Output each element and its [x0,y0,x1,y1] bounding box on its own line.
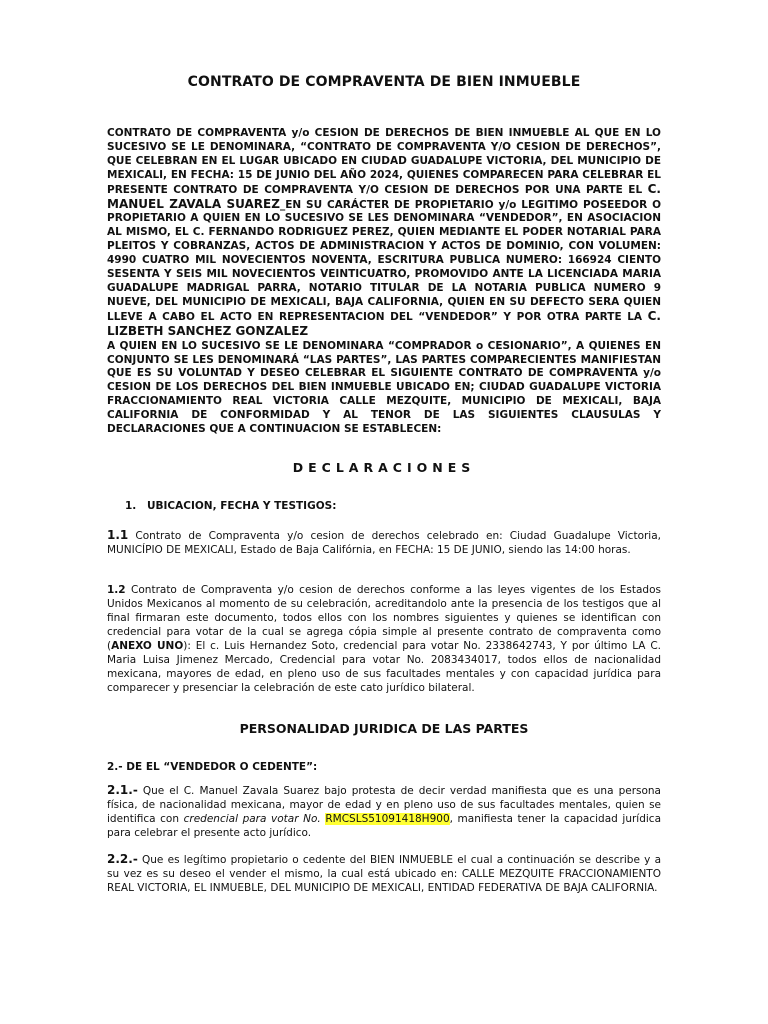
buyer-name: C. LIZBETH SANCHEZ GONZALEZ [107,308,661,338]
clause-1-2 [107,583,661,695]
clause-2-2 [107,852,661,895]
clause-1-1 [107,528,661,557]
clause-2-1-text-a: Que el C. Manuel Zavala Suarez bajo protesta de decir verdad manifiesta que es una persona física, de nacionalidad mexicana, mayor de edad y en pleno uso de sus facultades mentales, quien se identifica con [107,785,661,825]
section-2-heading: 2.- DE EL “VENDEDOR O CEDENTE”: [107,761,318,773]
credential-label: credencial para votar No. [183,813,321,825]
clause-2-1 [107,783,661,840]
credential-number-highlight: RMCSLS51091418H900 [325,813,450,825]
clause-1-1-number: 1.1 [107,528,129,542]
clause-2-2-text: Que es legítimo propietario o cedente del BIEN INMUEBLE el cual a continuación se describe y a su vez es su deseo el vender el mismo, la cual está ubicado en: CALLE MEZQUITE FRACCIONAMIENTO REAL VICTORIA, EL INMUEBLE, DEL MUNICIPIO DE MEXICALI, ENTIDAD FEDERATIVA DE BAJA CALIFORNIA. [107,854,661,894]
section-1-heading [125,500,336,512]
clause-1-2-text-b: ): El c. Luis Hernandez Soto, credencial para votar No. 2338642743, Y por último LA C. Maria Luisa Jimenez Mercado, Credencial para votar No. 2083434017, todos ellos de nacionalidad mexicana, mayores de edad, en pleno uso de sus facultades mentales y con capacidad jurídica para comparecer y presenciar la celebración de este cato jurídico bilateral. [107,640,661,694]
clause-2-2-number: 2.2.- [107,852,138,866]
section-1-title: UBICACION, FECHA Y TESTIGOS: [147,500,337,512]
intro-text-2: _EN SU CARÁCTER DE PROPIETARIO y/o LEGITIMO POSEEDOR O PROPIETARIO A QUIEN EN LO SUCESIVO SE LES DENOMINARA “VENDEDOR”, EN ASOCIACION AL MISMO, EL C. FERNANDO RODRIGUEZ PEREZ, QUIEN MEDIANTE EL PODER NOTARIAL PARA PLEITOS Y COBRANZAS, ACTOS DE ADMINISTRACION Y ACTOS DE DOMINIO, CON VOLUMEN: 4990 CUATRO MIL NOVECIENTOS NOVENTA, ESCRITURA PUBLICA NUMERO: 166924 CIENTO SESENTA Y SEIS MIL NOVECIENTOS VEINTICUATRO, PROMOVIDO ANTE LA LICENCIADA MARIA GUADALUPE MADRIGAL PARRA, NOTARIO TITULAR DE LA NOTARIA PUBLICA NUMERO 9 NUEVE, DEL MUNICIPIO DE MEXICALI, BAJA CALIFORNIA, QUIEN EN SU DEFECTO SERA QUIEN LLEVE A CABO EL ACTO EN REPRESENTACION DEL “VENDEDOR” Y POR OTRA PARTE LA [107,198,661,323]
declaraciones-heading: DECLARACIONES [292,460,476,475]
clause-2-1-text-b: , manifiesta tener la capacidad jurídica para celebrar el presente acto jurídico. [107,813,662,839]
clause-1-2-number: 1.2 [107,584,126,596]
intro-text-3: A QUIEN EN LO SUCESIVO SE LE DENOMINARA “COMPRADOR o CESIONARIO”, A QUIENES EN CONJUNTO SE LES DENOMINARÁ “LAS PARTES”, LAS PARTES COMPARECIENTES MANIFIESTAN QUE ES SU VOLUNTAD Y DESEO CELEBRAR EL SIGUIENTE CONTRATO DE COMPRAVENTA y/o CESION DE LOS DERECHOS DEL BIEN INMUEBLE UBICADO EN; CIUDAD GUADALUPE VICTORIA FRACCIONAMIENTO REAL VICTORIA CALLE MEZQUITE, MUNICIPIO DE MEXICALI, BAJA CALIFORNIA DE CONFORMIDAD Y AL TENOR DE LAS SIGUIENTES CLAUSULAS Y DECLARACIONES QUE A CONTINUACION SE ESTABLECEN: [107,339,661,436]
intro-text-1: CONTRATO DE COMPRAVENTA y/o CESION DE DERECHOS DE BIEN INMUEBLE AL QUE EN LO SUCESIVO SE LE DENOMINARA, “CONTRATO DE COMPRAVENTA Y/O CESION DE DERECHOS”, QUE CELEBRAN EN EL LUGAR UBICADO EN CIUDAD GUADALUPE VICTORIA, DEL MUNICIPIO DE MEXICALI, EN FECHA: 15 DE JUNIO DEL AÑO 2024, QUIENES COMPARECEN PARA CELEBRAR EL PRESENTE CONTRATO DE COMPRAVENTA Y/O CESION DE DERECHOS POR UNA PARTE EL [107,127,661,196]
clause-1-1-text: Contrato de Compraventa y/o cesion de derechos celebrado en: Ciudad Guadalupe Victoria, MUNICÍPIO DE MEXICALI, Estado de Baja Califórnia, en FECHA: 15 DE JUNIO, siendo las 14:00 horas. [107,530,661,556]
intro-paragraph [107,127,661,437]
personalidad-heading: PERSONALIDAD JURIDICA DE LAS PARTES [239,721,529,736]
seller-name: C. MANUEL ZAVALA SUAREZ [107,181,661,211]
clause-1-2-text-a: Contrato de Compraventa y/o cesion de derechos conforme a las leyes vigentes de los Estados Unidos Mexicanos al momento de su celebración, acreditandolo ante la presencia de los testigos que al final firmaran este documento, todos ellos con los nombres siguientes y quienes se identifican con credencial para votar de la cual se agrega cópia simple al presente contrato de compraventa como ( [107,584,661,652]
clause-2-1-number: 2.1.- [107,783,138,797]
annex-label: ANEXO UNO [111,640,184,652]
section-1-number: 1. [125,500,137,512]
document-title: CONTRATO DE COMPRAVENTA DE BIEN INMUEBLE [187,74,581,90]
